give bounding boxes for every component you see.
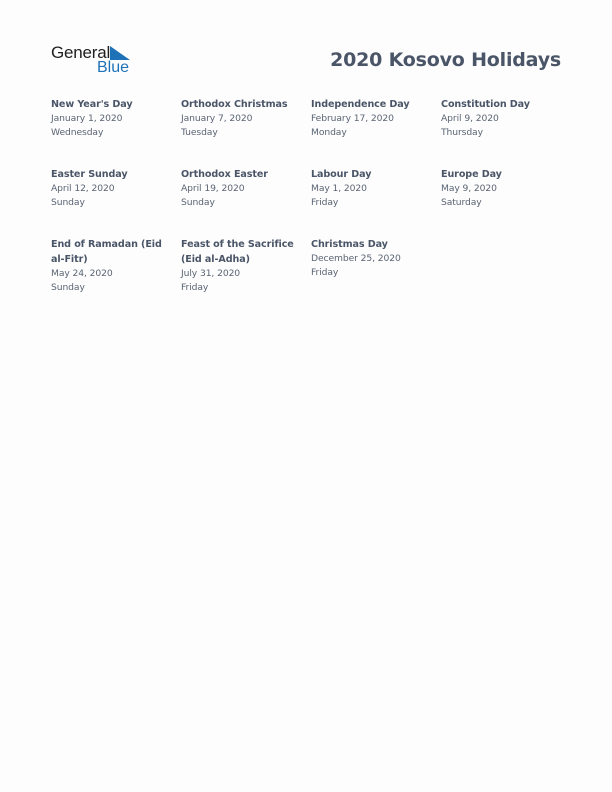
holiday-date: April 19, 2020 (181, 183, 245, 194)
holiday-entry (311, 97, 433, 140)
holiday-name: Christmas Day (311, 239, 388, 250)
holiday-date: April 12, 2020 (51, 183, 115, 194)
logo-text-general: General (51, 43, 111, 62)
holiday-name: Orthodox Christmas (181, 99, 288, 110)
holiday-name: New Year's Day (51, 99, 133, 110)
holiday-name: Orthodox Easter (181, 169, 268, 180)
logo (51, 44, 141, 78)
holiday-weekday: Monday (311, 127, 347, 138)
holiday-weekday: Sunday (181, 197, 215, 208)
holiday-entry (51, 97, 173, 140)
holiday-name: Feast of the Sacrifice (Eid al-Adha) (181, 239, 294, 265)
holiday-date: July 31, 2020 (181, 268, 241, 279)
logo-triangle-icon (110, 46, 130, 60)
holiday-weekday: Saturday (441, 197, 482, 208)
holiday-date: January 1, 2020 (51, 113, 123, 124)
holiday-name: Independence Day (311, 99, 410, 110)
holiday-entry (181, 167, 303, 210)
holiday-weekday: Friday (311, 197, 339, 208)
page-title: 2020 Kosovo Holidays (330, 49, 561, 71)
holiday-weekday: Thursday (441, 127, 483, 138)
holiday-name: Europe Day (441, 169, 502, 180)
holiday-date: May 24, 2020 (51, 268, 113, 279)
holiday-name: Easter Sunday (51, 169, 128, 180)
holiday-entry (181, 237, 303, 295)
holiday-entry (51, 167, 173, 210)
holiday-entry (441, 167, 563, 210)
holiday-entry (311, 237, 433, 280)
holiday-weekday: Sunday (51, 197, 85, 208)
holiday-entry (51, 237, 173, 295)
holiday-weekday: Friday (311, 267, 339, 278)
holiday-date: May 9, 2020 (441, 183, 497, 194)
holiday-weekday: Friday (181, 282, 209, 293)
holiday-entry (181, 97, 303, 140)
logo-text-blue: Blue (97, 59, 130, 76)
holiday-weekday: Sunday (51, 282, 85, 293)
holiday-date: April 9, 2020 (441, 113, 499, 124)
holiday-date: January 7, 2020 (181, 113, 253, 124)
holiday-date: February 17, 2020 (311, 113, 394, 124)
holiday-weekday: Tuesday (181, 127, 218, 138)
holiday-name: Labour Day (311, 169, 372, 180)
holiday-name: End of Ramadan (Eid al-Fitr) (51, 239, 162, 265)
holiday-entry (311, 167, 433, 210)
holiday-date: December 25, 2020 (311, 253, 401, 264)
holiday-name: Constitution Day (441, 99, 530, 110)
holiday-weekday: Wednesday (51, 127, 104, 138)
holiday-date: May 1, 2020 (311, 183, 367, 194)
holiday-entry (441, 97, 563, 140)
